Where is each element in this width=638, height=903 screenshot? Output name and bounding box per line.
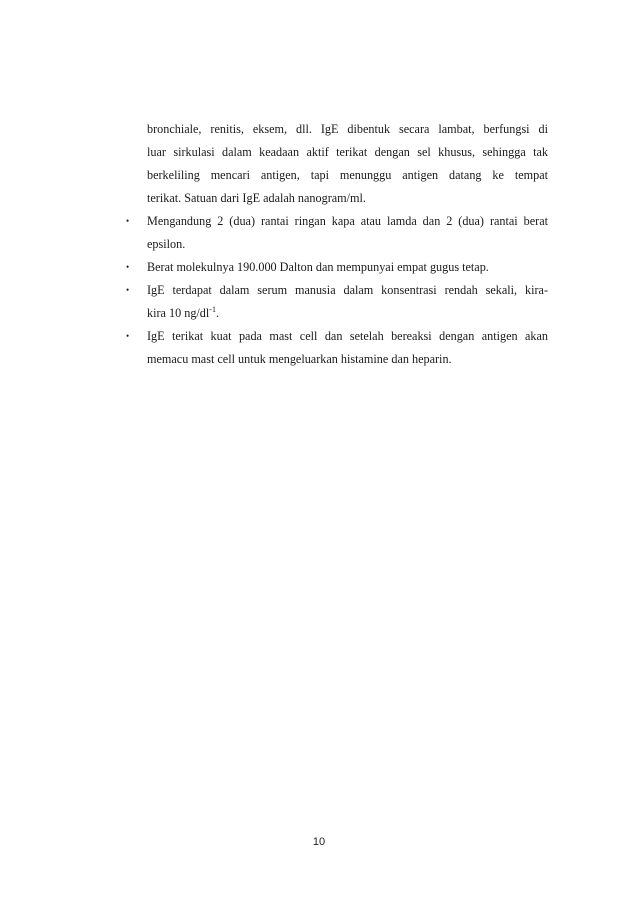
bullet-line: IgE terikat kuat pada mast cell dan setelah bereaksi dengan antigen akan <box>147 329 548 343</box>
body-text <box>126 118 548 371</box>
bullet-line: Berat molekulnya 190.000 Dalton dan mempunyai empat gugus tetap. <box>147 260 489 274</box>
bullet-line: IgE terdapat dalam serum manusia dalam konsentrasi rendah sekali, kira- <box>147 283 548 297</box>
page-number: 10 <box>312 836 326 848</box>
paragraph-line: luar sirkulasi dalam keadaan aktif terikat dengan sel khusus, sehingga tak <box>147 145 548 159</box>
bullet-icon: • <box>126 262 130 272</box>
bullet-item-4 <box>126 325 548 371</box>
paragraph-line: bronchiale, renitis, eksem, dll. IgE dibentuk secara lambat, berfungsi di <box>147 122 548 136</box>
bullet-text-tail: . <box>215 306 220 320</box>
bullet-line: memacu mast cell untuk mengeluarkan histamine dan heparin. <box>147 352 452 366</box>
continued-paragraph <box>140 118 548 210</box>
bullet-line-with-superscript <box>147 302 548 325</box>
bullet-line: epsilon. <box>147 237 186 251</box>
paragraph-line: terikat. Satuan dari IgE adalah nanogram/ml. <box>147 191 366 205</box>
bullet-item-3 <box>126 279 548 325</box>
bullet-item-1 <box>126 210 548 256</box>
bullet-icon: • <box>126 285 130 295</box>
paragraph-line: berkeliling mencari antigen, tapi menunggu antigen datang ke tempat <box>147 168 548 182</box>
bullet-icon: • <box>126 331 130 341</box>
bullet-line: Mengandung 2 (dua) rantai ringan kapa atau lamda dan 2 (dua) rantai berat <box>147 214 548 228</box>
bullet-icon: • <box>126 216 130 226</box>
superscript: -1 <box>209 305 216 314</box>
bullet-text: kira 10 ng/dl <box>147 306 210 320</box>
bullet-item-2 <box>126 256 548 279</box>
